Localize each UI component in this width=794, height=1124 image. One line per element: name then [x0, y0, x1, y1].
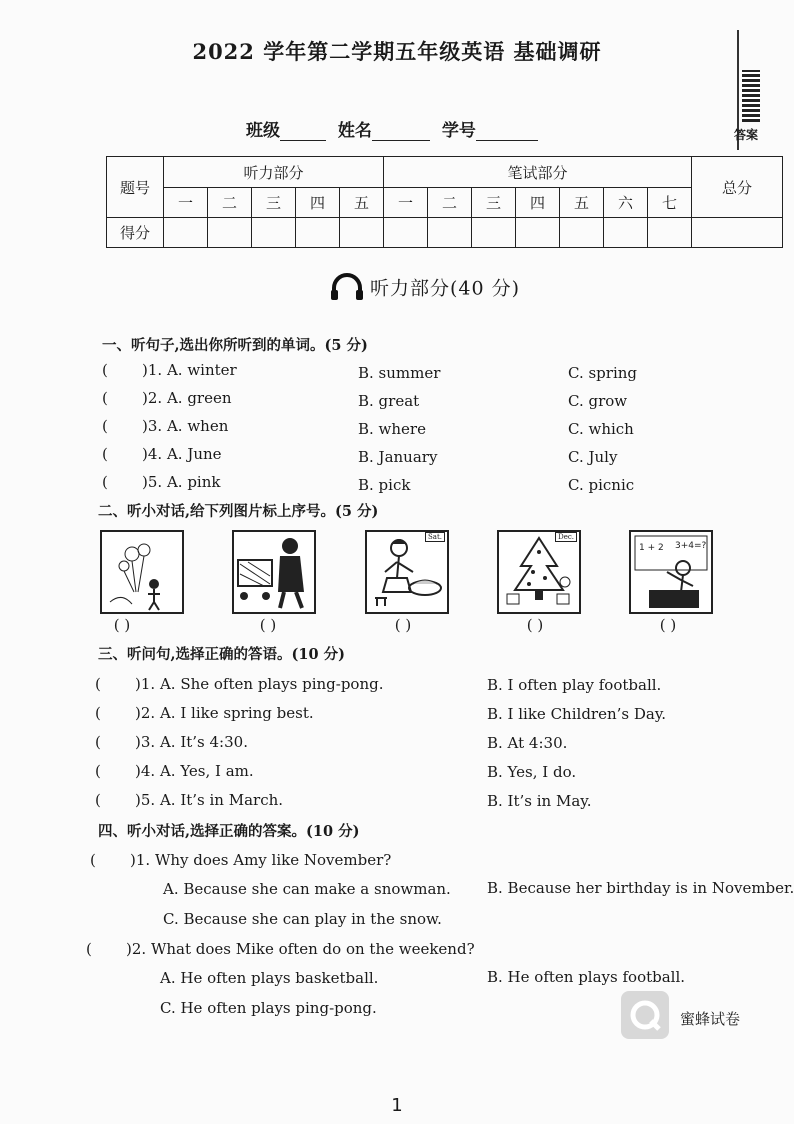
- svg-text:3+4=?: 3+4=?: [675, 541, 707, 551]
- student-id-field[interactable]: [476, 140, 538, 141]
- picture-answer-paren[interactable]: ( ): [659, 616, 677, 634]
- q4-option-c: C. Because she can play in the snow.: [163, 910, 442, 928]
- watermark-logo-icon: [621, 991, 669, 1039]
- q3-item-4: ( )4. A. Yes, I am.: [95, 762, 254, 780]
- q1-option-b: B. great: [358, 392, 420, 410]
- picture-tag: Dec.: [555, 532, 577, 542]
- headphones-icon: [330, 272, 364, 307]
- picture-answer-paren[interactable]: ( ): [394, 616, 412, 634]
- q1-item-2: ( )2. A. green: [102, 389, 232, 407]
- written-col: 四: [516, 188, 560, 218]
- answer-paren[interactable]: (: [102, 361, 108, 379]
- q3-header: 三、听问句,选择正确的答语。(10 分): [98, 646, 345, 663]
- written-col: 二: [428, 188, 472, 218]
- q3-option-b: B. Yes, I do.: [487, 763, 577, 781]
- page-title: 2022 学年第二学期五年级英语 基础调研: [192, 39, 602, 64]
- listening-col: 三: [252, 188, 296, 218]
- edge-answer-label: 答案: [734, 128, 759, 142]
- score-cell[interactable]: [472, 218, 516, 248]
- girl-washing-clothes-picture: [365, 530, 449, 614]
- listening-section-title: 听力部分(40 分): [330, 272, 520, 307]
- answer-paren[interactable]: (: [95, 733, 101, 751]
- picture-answer-paren[interactable]: ( ): [113, 616, 131, 634]
- score-cell[interactable]: [384, 218, 428, 248]
- q1-item-3: ( )3. A. when: [102, 417, 229, 435]
- kids-flowers-picture: [100, 530, 184, 614]
- qr-code-icon: [742, 70, 760, 122]
- class-label: 班级: [246, 121, 280, 141]
- q3-option-b: B. It’s in May.: [487, 792, 592, 810]
- q1-item-1: ( )1. A. winter: [102, 361, 237, 379]
- q4-option-c: C. He often plays ping-pong.: [160, 999, 377, 1017]
- christmas-tree-picture: [497, 530, 581, 614]
- score-cell[interactable]: [560, 218, 604, 248]
- q3-option-b: B. I often play football.: [487, 676, 662, 694]
- q1-option-b: B. January: [358, 448, 438, 466]
- answer-paren[interactable]: (: [102, 389, 108, 407]
- listening-col: 五: [340, 188, 384, 218]
- q1-option-b: B. where: [358, 420, 426, 438]
- score-cell[interactable]: [340, 218, 384, 248]
- q1-option-c: C. spring: [568, 364, 638, 382]
- q3-item-3: ( )3. A. It’s 4:30.: [95, 733, 248, 751]
- boy-doing-math-picture: [629, 530, 713, 614]
- q3-item-1: ( )1. A. She often plays ping-pong.: [95, 675, 384, 693]
- q1-option-b: B. pick: [358, 476, 411, 494]
- answer-paren[interactable]: (: [86, 940, 92, 958]
- q4-header: 四、听小对话,选择正确的答案。(10 分): [98, 823, 360, 840]
- answer-paren[interactable]: (: [95, 791, 101, 809]
- q3-option-b: B. At 4:30.: [487, 734, 568, 752]
- q1-item-4: ( )4. A. June: [102, 445, 222, 463]
- q1-option-b: B. summer: [358, 364, 441, 382]
- score-cell[interactable]: [296, 218, 340, 248]
- listening-col: 四: [296, 188, 340, 218]
- score-cell[interactable]: [428, 218, 472, 248]
- picture-answer-paren[interactable]: ( ): [259, 616, 277, 634]
- q4-option-b: B. He often plays football.: [487, 968, 686, 986]
- written-col: 五: [560, 188, 604, 218]
- q3-item-5: ( )5. A. It’s in March.: [95, 791, 284, 809]
- name-label: 姓名: [337, 121, 372, 141]
- listening-header: 听力部分: [164, 157, 384, 188]
- answer-paren[interactable]: (: [102, 473, 108, 491]
- q4-option-b: B. Because her birthday is in November.: [487, 879, 794, 897]
- page-number: 1: [391, 1095, 403, 1116]
- student-info-line: [246, 116, 544, 141]
- written-header: 笔试部分: [384, 157, 692, 188]
- score-cell[interactable]: [516, 218, 560, 248]
- q4-option-a: A. He often plays basketball.: [160, 969, 379, 987]
- score-cell[interactable]: [648, 218, 692, 248]
- picture-tag: Sat.: [425, 532, 445, 542]
- score-cell[interactable]: [208, 218, 252, 248]
- written-col: 六: [604, 188, 648, 218]
- header-label-cell: 题号: [107, 157, 164, 218]
- answer-paren[interactable]: (: [95, 675, 101, 693]
- answer-paren[interactable]: (: [95, 762, 101, 780]
- q2-header: 二、听小对话,给下列图片标上序号。(5 分): [98, 503, 379, 520]
- q4-item-2: ( )2. What does Mike often do on the weekend?: [86, 940, 475, 958]
- student-id-label: 学号: [441, 121, 476, 141]
- q3-option-b: B. I like Children’s Day.: [487, 705, 667, 723]
- q1-option-c: C. picnic: [568, 476, 635, 494]
- picture-answer-paren[interactable]: ( ): [526, 616, 544, 634]
- shopping-cart-picture: [232, 530, 316, 614]
- class-field[interactable]: [280, 140, 326, 141]
- total-score-cell[interactable]: [692, 218, 783, 248]
- score-table: [106, 156, 783, 248]
- written-col: 三: [472, 188, 516, 218]
- score-cell[interactable]: [252, 218, 296, 248]
- score-cell[interactable]: [604, 218, 648, 248]
- answer-paren[interactable]: (: [102, 417, 108, 435]
- svg-text:1 + 2: 1 + 2: [639, 543, 664, 553]
- answer-paren[interactable]: (: [102, 445, 108, 463]
- listening-col: 二: [208, 188, 252, 218]
- listening-col: 一: [164, 188, 208, 218]
- answer-paren[interactable]: (: [95, 704, 101, 722]
- score-cell[interactable]: [164, 218, 208, 248]
- watermark-text: 蜜蜂试卷: [680, 1010, 741, 1028]
- written-col: 一: [384, 188, 428, 218]
- total-header: 总分: [692, 157, 783, 218]
- answer-paren[interactable]: (: [90, 851, 96, 869]
- q1-option-c: C. July: [568, 448, 618, 466]
- q1-header: 一、听句子,选出你所听到的单词。(5 分): [102, 337, 368, 354]
- name-field[interactable]: [372, 140, 430, 141]
- score-row-label: 得分: [107, 218, 164, 248]
- q4-option-a: A. Because she can make a snowman.: [163, 880, 451, 898]
- q1-option-c: C. grow: [568, 392, 628, 410]
- q4-item-1: ( )1. Why does Amy like November?: [90, 851, 392, 869]
- written-col: 七: [648, 188, 692, 218]
- q1-item-5: ( )5. A. pink: [102, 473, 221, 491]
- q1-option-c: C. which: [568, 420, 634, 438]
- q3-item-2: ( )2. A. I like spring best.: [95, 704, 314, 722]
